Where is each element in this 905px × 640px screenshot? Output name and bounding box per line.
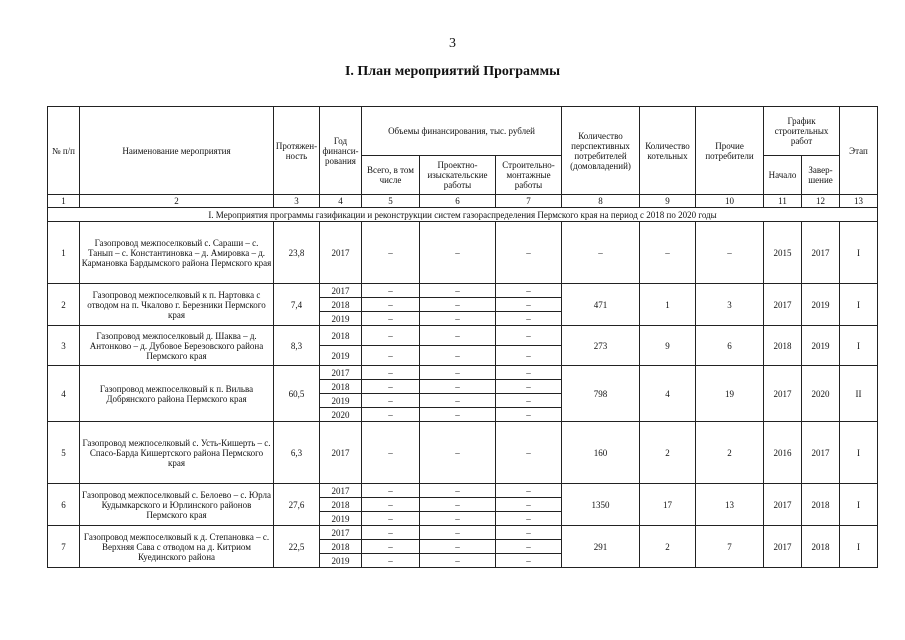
row-consumers: 273: [562, 326, 640, 366]
row-name: Газопровод межпоселковый к п. Вильва Добрянского района Пермского края: [80, 366, 274, 422]
row-start: 2017: [764, 284, 802, 326]
row-name: Газопровод межпоселковый с. Усть-Кишерть – с. Спасо-Барда Кишертского района Пермского края: [80, 422, 274, 484]
row-name: Газопровод межпоселковый с. Сараши – с. Танып – с. Константиновка – д. Амировка – д. Кармановка Бардымского района Пермского края: [80, 222, 274, 284]
row-total: –: [362, 326, 420, 346]
row-start: 2017: [764, 526, 802, 568]
row-year: 2019: [320, 512, 362, 526]
row-total: –: [362, 512, 420, 526]
header-construction: Строительно-монтажные работы: [496, 156, 562, 195]
header-num: № п/п: [48, 107, 80, 195]
row-construction: –: [496, 366, 562, 380]
table-row: [48, 222, 878, 284]
header-start: Начало: [764, 156, 802, 195]
row-year: 2017: [320, 526, 362, 540]
row-year: 2019: [320, 394, 362, 408]
row-year: 2019: [320, 346, 362, 366]
row-end: 2018: [802, 484, 840, 526]
header-funding-group: Объемы финансирования, тыс. рублей: [362, 107, 562, 156]
header-boilers: Количество котельных: [640, 107, 696, 195]
row-total: –: [362, 422, 420, 484]
row-length: 6,3: [274, 422, 320, 484]
row-design: –: [420, 422, 496, 484]
row-construction: –: [496, 498, 562, 512]
row-other: 6: [696, 326, 764, 366]
row-construction: –: [496, 512, 562, 526]
row-stage: I: [840, 526, 878, 568]
header-other: Прочие потребители: [696, 107, 764, 195]
row-number: 6: [48, 484, 80, 526]
row-consumers: 1350: [562, 484, 640, 526]
header-end: Завер-шение: [802, 156, 840, 195]
header-stage: Этап: [840, 107, 878, 195]
table-header: [48, 107, 878, 195]
row-length: 8,3: [274, 326, 320, 366]
table-row: [48, 366, 878, 380]
column-number: 4: [320, 195, 362, 208]
row-consumers: –: [562, 222, 640, 284]
row-year: 2019: [320, 554, 362, 568]
row-year: 2017: [320, 284, 362, 298]
column-number: 2: [80, 195, 274, 208]
row-length: 7,4: [274, 284, 320, 326]
row-year: 2018: [320, 540, 362, 554]
row-construction: –: [496, 346, 562, 366]
row-total: –: [362, 298, 420, 312]
row-number: 2: [48, 284, 80, 326]
column-number: 9: [640, 195, 696, 208]
row-year: 2017: [320, 484, 362, 498]
row-total: –: [362, 408, 420, 422]
column-number: 13: [840, 195, 878, 208]
row-total: –: [362, 540, 420, 554]
row-design: –: [420, 312, 496, 326]
row-total: –: [362, 312, 420, 326]
row-construction: –: [496, 408, 562, 422]
header-year: Год финанси-рования: [320, 107, 362, 195]
header-length: Протяжен-ность: [274, 107, 320, 195]
row-other: 2: [696, 422, 764, 484]
header-name: Наименование мероприятия: [80, 107, 274, 195]
row-construction: –: [496, 484, 562, 498]
row-other: 3: [696, 284, 764, 326]
row-design: –: [420, 366, 496, 380]
row-start: 2018: [764, 326, 802, 366]
row-year: 2017: [320, 422, 362, 484]
row-other: 7: [696, 526, 764, 568]
column-number: 12: [802, 195, 840, 208]
row-stage: I: [840, 484, 878, 526]
row-length: 60,5: [274, 366, 320, 422]
header-schedule-group: График строительных работ: [764, 107, 840, 156]
row-boilers: 1: [640, 284, 696, 326]
row-end: 2017: [802, 422, 840, 484]
row-construction: –: [496, 326, 562, 346]
row-consumers: 291: [562, 526, 640, 568]
plan-table: [47, 106, 878, 568]
table-row: [48, 284, 878, 298]
row-start: 2017: [764, 484, 802, 526]
row-stage: I: [840, 422, 878, 484]
row-construction: –: [496, 422, 562, 484]
row-construction: –: [496, 526, 562, 540]
row-name: Газопровод межпоселковый к п. Нартовка с отводом на п. Чкалово г. Березники Пермского края: [80, 284, 274, 326]
row-design: –: [420, 298, 496, 312]
row-number: 7: [48, 526, 80, 568]
row-design: –: [420, 408, 496, 422]
row-end: 2018: [802, 526, 840, 568]
row-other: 13: [696, 484, 764, 526]
page-number: 3: [449, 36, 456, 51]
row-construction: –: [496, 222, 562, 284]
row-name: Газопровод межпоселковый д. Шаква – д. Антонково – д. Дубовое Березовского района Пермского края: [80, 326, 274, 366]
row-year: 2018: [320, 298, 362, 312]
section-title: I. Мероприятия программы газификации и реконструкции систем газораспределения Пермского края на период с 2018 по 2020 годы: [48, 208, 878, 222]
row-total: –: [362, 484, 420, 498]
row-total: –: [362, 380, 420, 394]
row-boilers: –: [640, 222, 696, 284]
row-boilers: 4: [640, 366, 696, 422]
row-construction: –: [496, 380, 562, 394]
row-year: 2018: [320, 380, 362, 394]
row-start: 2016: [764, 422, 802, 484]
row-consumers: 160: [562, 422, 640, 484]
row-boilers: 2: [640, 422, 696, 484]
row-number: 4: [48, 366, 80, 422]
table-row: [48, 484, 878, 498]
row-construction: –: [496, 394, 562, 408]
row-end: 2019: [802, 284, 840, 326]
row-design: –: [420, 346, 496, 366]
table-body: [48, 195, 878, 568]
row-construction: –: [496, 298, 562, 312]
row-design: –: [420, 484, 496, 498]
row-construction: –: [496, 284, 562, 298]
row-design: –: [420, 326, 496, 346]
row-consumers: 471: [562, 284, 640, 326]
row-total: –: [362, 284, 420, 298]
header-consumers: Количество перспективных потребителей (домовладений): [562, 107, 640, 195]
row-number: 5: [48, 422, 80, 484]
row-year: 2020: [320, 408, 362, 422]
row-consumers: 798: [562, 366, 640, 422]
row-name: Газопровод межпоселковый к д. Степановка – с. Верхняя Сава с отводом на д. Китриом Куединского района: [80, 526, 274, 568]
column-number: 5: [362, 195, 420, 208]
row-length: 22,5: [274, 526, 320, 568]
row-construction: –: [496, 312, 562, 326]
row-design: –: [420, 394, 496, 408]
column-number: 1: [48, 195, 80, 208]
table-row: [48, 422, 878, 484]
column-number: 3: [274, 195, 320, 208]
row-start: 2017: [764, 366, 802, 422]
row-design: –: [420, 284, 496, 298]
row-stage: II: [840, 366, 878, 422]
row-end: 2020: [802, 366, 840, 422]
row-total: –: [362, 498, 420, 512]
row-total: –: [362, 526, 420, 540]
row-year: 2018: [320, 326, 362, 346]
row-number: 1: [48, 222, 80, 284]
row-total: –: [362, 222, 420, 284]
column-number: 8: [562, 195, 640, 208]
row-total: –: [362, 346, 420, 366]
row-total: –: [362, 394, 420, 408]
row-total: –: [362, 554, 420, 568]
row-design: –: [420, 540, 496, 554]
table-row: [48, 526, 878, 540]
row-other: –: [696, 222, 764, 284]
row-year: 2017: [320, 222, 362, 284]
header-total: Всего, в том числе: [362, 156, 420, 195]
row-length: 23,8: [274, 222, 320, 284]
row-end: 2017: [802, 222, 840, 284]
column-number: 10: [696, 195, 764, 208]
row-name: Газопровод межпоселковый с. Белоево – с. Юрла Кудымкарского и Юрлинского районов Пермского края: [80, 484, 274, 526]
row-end: 2019: [802, 326, 840, 366]
row-total: –: [362, 366, 420, 380]
row-stage: I: [840, 222, 878, 284]
row-construction: –: [496, 540, 562, 554]
column-number: 7: [496, 195, 562, 208]
row-design: –: [420, 526, 496, 540]
table-row: [48, 326, 878, 346]
row-boilers: 2: [640, 526, 696, 568]
row-year: 2019: [320, 312, 362, 326]
row-design: –: [420, 498, 496, 512]
row-design: –: [420, 380, 496, 394]
row-design: –: [420, 222, 496, 284]
column-number: 11: [764, 195, 802, 208]
row-design: –: [420, 512, 496, 526]
column-numbers-row: [48, 195, 878, 208]
row-design: –: [420, 554, 496, 568]
row-start: 2015: [764, 222, 802, 284]
row-year: 2018: [320, 498, 362, 512]
row-stage: I: [840, 284, 878, 326]
row-boilers: 9: [640, 326, 696, 366]
row-other: 19: [696, 366, 764, 422]
row-length: 27,6: [274, 484, 320, 526]
row-construction: –: [496, 554, 562, 568]
section-row: [48, 208, 878, 222]
column-number: 6: [420, 195, 496, 208]
row-year: 2017: [320, 366, 362, 380]
row-number: 3: [48, 326, 80, 366]
page-title: I. План мероприятий Программы: [344, 64, 561, 79]
row-stage: I: [840, 326, 878, 366]
header-design: Проектно-изыскательские работы: [420, 156, 496, 195]
row-boilers: 17: [640, 484, 696, 526]
